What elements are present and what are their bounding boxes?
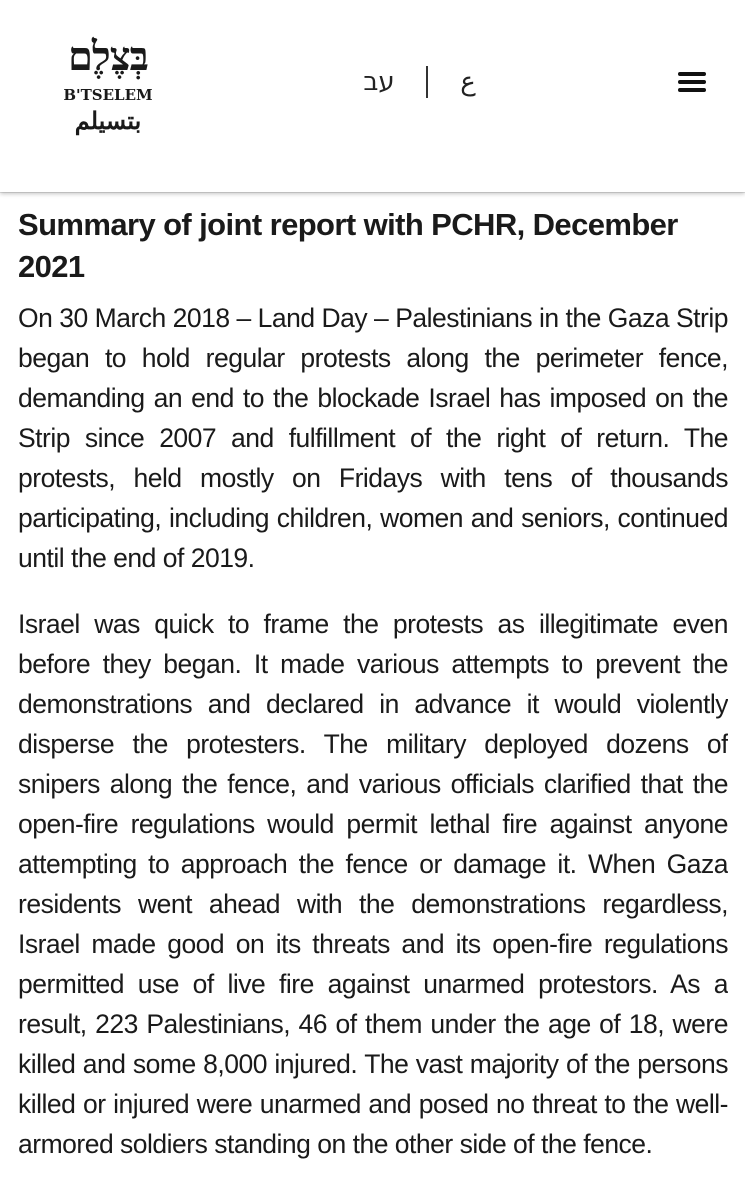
- site-header: [0, 0, 745, 192]
- logo-arabic-text: بتسيلم: [74, 106, 142, 135]
- article-title: Summary of joint report with PCHR, December 2021: [18, 207, 678, 284]
- menu-line: [678, 72, 706, 76]
- menu-line: [678, 80, 706, 84]
- article-paragraph: Israel was quick to frame the protests as illegitimate even before they began. It made various attempts to prevent the demonstrations and declared in advance it would violently disperse the protesters. The military deployed dozens of snipers along the fence, and various officials clarified that the open-fire regulations would permit lethal fire against anyone attempting to approach the fence or damage it. When Gaza residents went ahead with the demonstrations regardless, Israel made good on its threats and its open-fire regulations permitted use of live fire against unarmed protestors. As a result, 223 Palestinians, 46 of them under the age of 18, were killed and some 8,000 injured. The vast majority of the persons killed or injured were unarmed and posed no threat to the well-armored soldiers standing on the other side of the fence.: [18, 609, 728, 1159]
- language-divider: [426, 66, 428, 98]
- hamburger-menu-icon[interactable]: [672, 66, 712, 98]
- language-hebrew-link[interactable]: עב: [363, 67, 395, 97]
- language-arabic-link[interactable]: ع: [460, 67, 476, 97]
- article-paragraph: On 30 March 2018 – Land Day – Palestinians in the Gaza Strip began to hold regular protests along the perimeter fence, demanding an end to the blockade Israel has imposed on the Strip since 2007 and fulfillment of the right of return. The protests, held mostly on Fridays with tens of thousands participating, including children, women and seniors, continued until the end of 2019.: [18, 303, 728, 573]
- logo-latin-text: B'TSELEM: [63, 86, 153, 104]
- article-content: [18, 204, 728, 1200]
- logo-hebrew-text: בְּצֶלֶם: [68, 33, 148, 80]
- menu-line: [678, 88, 706, 92]
- btselem-logo[interactable]: [52, 30, 164, 142]
